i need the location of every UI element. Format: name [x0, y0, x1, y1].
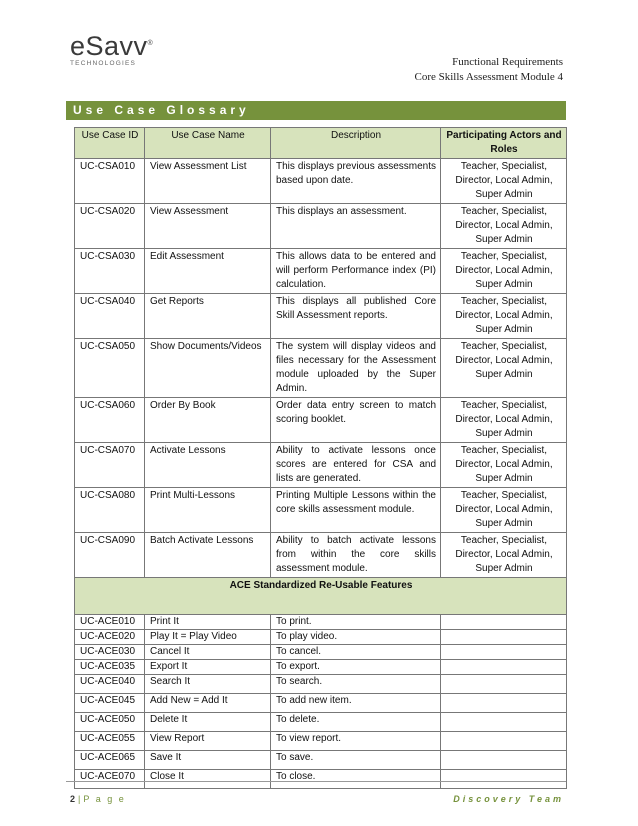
cell-description: This allows data to be entered and will perform Performance index (PI) calculation.: [271, 249, 441, 294]
cell-description: To view report.: [271, 732, 441, 751]
cell-id: UC-ACE070: [75, 770, 145, 789]
footer-team: Discovery Team: [453, 794, 564, 804]
cell-id: UC-ACE020: [75, 630, 145, 645]
cell-name: Play It = Play Video: [145, 630, 271, 645]
table-row: [75, 398, 567, 443]
ace-row: [75, 630, 567, 645]
ace-rows: [75, 578, 567, 789]
cell-name: Batch Activate Lessons: [145, 533, 271, 578]
col-header-name: Use Case Name: [145, 128, 271, 159]
cell-actors-empty: [441, 770, 567, 789]
cell-actors: Teacher, Specialist, Director, Local Admin, Super Admin: [441, 533, 567, 578]
cell-id: UC-CSA050: [75, 339, 145, 398]
table-header-row: [75, 128, 567, 159]
header-line-1: Functional Requirements: [452, 56, 563, 68]
table-row: [75, 533, 567, 578]
cell-id: UC-ACE010: [75, 615, 145, 630]
ace-section-heading: ACE Standardized Re-Usable Features: [75, 578, 567, 615]
cell-description: To close.: [271, 770, 441, 789]
cell-actors-empty: [441, 675, 567, 694]
cell-actors: Teacher, Specialist, Director, Local Admin, Super Admin: [441, 159, 567, 204]
table-row: [75, 294, 567, 339]
cell-id: UC-ACE045: [75, 694, 145, 713]
logo-wordmark: eSavv®: [70, 31, 154, 61]
cell-actors-empty: [441, 645, 567, 660]
cell-name: Get Reports: [145, 294, 271, 339]
cell-id: UC-ACE035: [75, 660, 145, 675]
col-header-description: Description: [271, 128, 441, 159]
ace-row: [75, 645, 567, 660]
table-row: [75, 159, 567, 204]
cell-id: UC-CSA060: [75, 398, 145, 443]
ace-row: [75, 660, 567, 675]
ace-row: [75, 751, 567, 770]
cell-name: Search It: [145, 675, 271, 694]
cell-actors-empty: [441, 630, 567, 645]
cell-description: To delete.: [271, 713, 441, 732]
use-case-glossary-table: [74, 127, 567, 789]
cell-id: UC-ACE055: [75, 732, 145, 751]
cell-actors: Teacher, Specialist, Director, Local Admin, Super Admin: [441, 339, 567, 398]
cell-description: To search.: [271, 675, 441, 694]
cell-actors: Teacher, Specialist, Director, Local Admin, Super Admin: [441, 249, 567, 294]
cell-description: The system will display videos and files necessary for the Assessment module uploaded by the Super Admin.: [271, 339, 441, 398]
cell-name: Print Multi-Lessons: [145, 488, 271, 533]
cell-id: UC-CSA020: [75, 204, 145, 249]
cell-description: This displays an assessment.: [271, 204, 441, 249]
cell-name: Export It: [145, 660, 271, 675]
cell-name: Order By Book: [145, 398, 271, 443]
ace-row: [75, 713, 567, 732]
cell-id: UC-CSA070: [75, 443, 145, 488]
cell-actors-empty: [441, 732, 567, 751]
page-number: 2 | P a g e: [70, 794, 126, 804]
document-header: [414, 55, 563, 85]
col-header-actors: Participating Actors and Roles: [441, 128, 567, 159]
table-row: [75, 249, 567, 294]
cell-id: UC-CSA010: [75, 159, 145, 204]
cell-description: Ability to activate lessons once scores are entered for CSA and lists are generated.: [271, 443, 441, 488]
cell-actors-empty: [441, 660, 567, 675]
ace-section-row: [75, 578, 567, 615]
company-logo: [70, 30, 180, 74]
cell-name: Add New = Add It: [145, 694, 271, 713]
footer-divider: [66, 781, 566, 782]
cell-actors: Teacher, Specialist, Director, Local Admin, Super Admin: [441, 204, 567, 249]
cell-id: UC-ACE040: [75, 675, 145, 694]
ace-row: [75, 675, 567, 694]
cell-id: UC-ACE050: [75, 713, 145, 732]
cell-actors: Teacher, Specialist, Director, Local Admin, Super Admin: [441, 488, 567, 533]
cell-name: View Assessment List: [145, 159, 271, 204]
section-title: Use Case Glossary: [66, 101, 566, 120]
cell-name: View Report: [145, 732, 271, 751]
cell-name: Edit Assessment: [145, 249, 271, 294]
cell-actors: Teacher, Specialist, Director, Local Admin, Super Admin: [441, 398, 567, 443]
col-header-id: Use Case ID: [75, 128, 145, 159]
cell-id: UC-ACE065: [75, 751, 145, 770]
ace-row: [75, 615, 567, 630]
table-row: [75, 443, 567, 488]
cell-id: UC-CSA030: [75, 249, 145, 294]
cell-actors: Teacher, Specialist, Director, Local Admin, Super Admin: [441, 294, 567, 339]
table-row: [75, 339, 567, 398]
cell-name: Activate Lessons: [145, 443, 271, 488]
table-row: [75, 204, 567, 249]
cell-name: Close It: [145, 770, 271, 789]
ace-row: [75, 770, 567, 789]
cell-description: To add new item.: [271, 694, 441, 713]
cell-actors-empty: [441, 713, 567, 732]
cell-description: To cancel.: [271, 645, 441, 660]
cell-name: Delete It: [145, 713, 271, 732]
cell-name: Save It: [145, 751, 271, 770]
cell-description: This displays previous assessments based upon date.: [271, 159, 441, 204]
ace-row: [75, 694, 567, 713]
cell-description: Ability to batch activate lessons from within the core skills assessment module.: [271, 533, 441, 578]
cell-description: This displays all published Core Skill Assessment reports.: [271, 294, 441, 339]
cell-description: To save.: [271, 751, 441, 770]
cell-actors-empty: [441, 615, 567, 630]
cell-actors-empty: [441, 751, 567, 770]
cell-description: To export.: [271, 660, 441, 675]
cell-description: To play video.: [271, 630, 441, 645]
cell-actors-empty: [441, 694, 567, 713]
table-row: [75, 488, 567, 533]
cell-id: UC-CSA080: [75, 488, 145, 533]
logo-subtitle: TECHNOLOGIES: [70, 60, 137, 67]
cell-description: To print.: [271, 615, 441, 630]
header-line-2: Core Skills Assessment Module 4: [414, 71, 563, 83]
cell-description: Order data entry screen to match scoring booklet.: [271, 398, 441, 443]
cell-id: UC-ACE030: [75, 645, 145, 660]
cell-actors: Teacher, Specialist, Director, Local Admin, Super Admin: [441, 443, 567, 488]
cell-id: UC-CSA040: [75, 294, 145, 339]
cell-id: UC-CSA090: [75, 533, 145, 578]
cell-name: Show Documents/Videos: [145, 339, 271, 398]
use-case-rows: [75, 159, 567, 578]
cell-name: Print It: [145, 615, 271, 630]
ace-row: [75, 732, 567, 751]
cell-name: Cancel It: [145, 645, 271, 660]
cell-description: Printing Multiple Lessons within the core skills assessment module.: [271, 488, 441, 533]
cell-name: View Assessment: [145, 204, 271, 249]
